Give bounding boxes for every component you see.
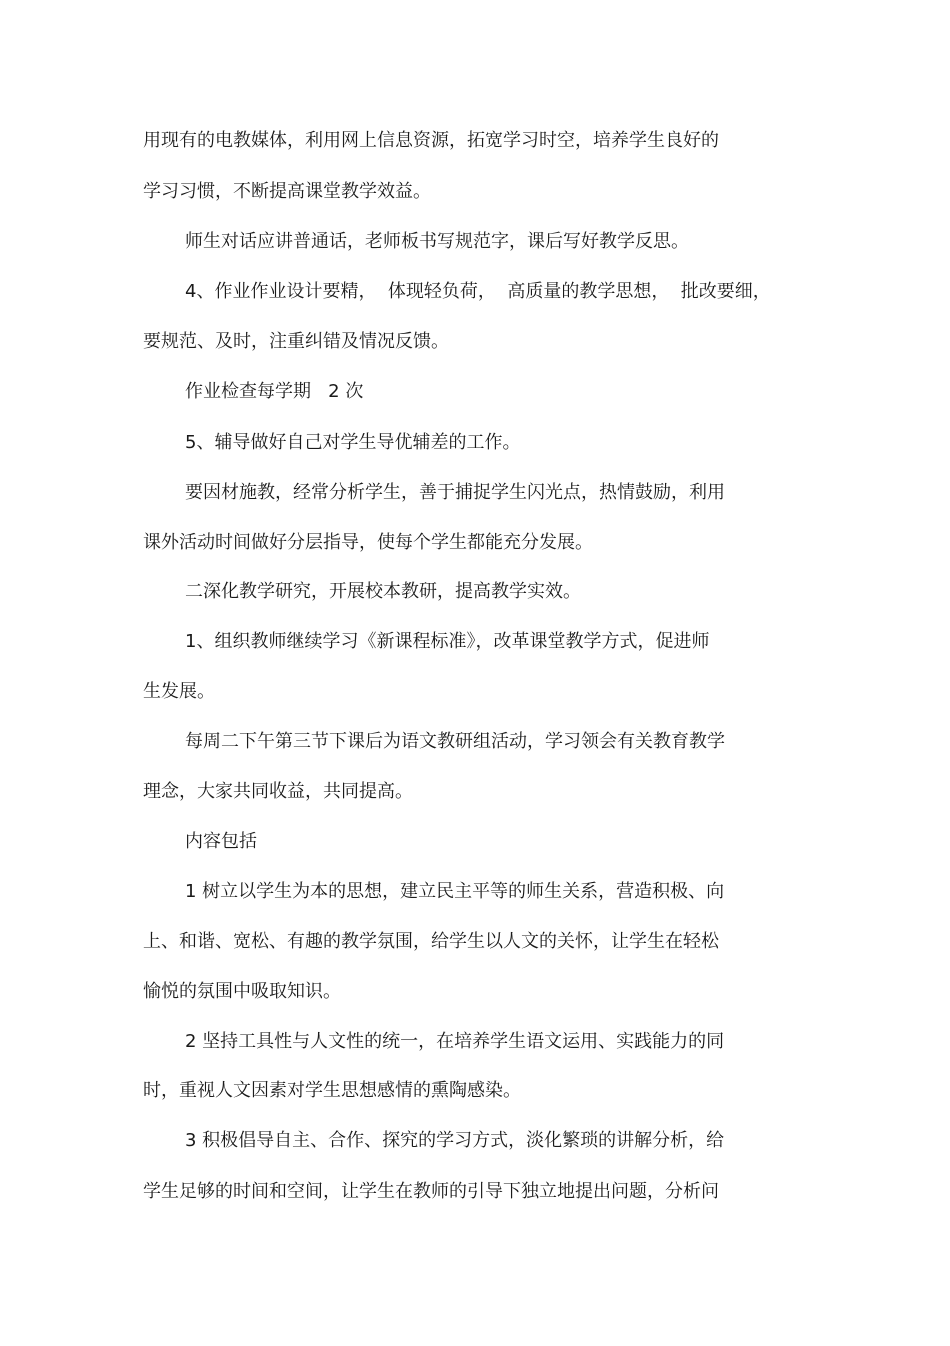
text-line: 要因材施教，经常分析学生，善于捕捉学生闪光点，热情鼓励，利用 [185,482,725,503]
text-line: 4、作业作业设计要精， 体现轻负荷， 高质量的教学思想， 批改要细， [185,281,771,302]
text-line: 师生对话应讲普通话，老师板书写规范字，课后写好教学反思。 [185,231,689,252]
text-line: 课外活动时间做好分层指导，使每个学生都能充分发展。 [143,532,593,553]
text-line: 二深化教学研究，开展校本教研，提高教学实效。 [185,581,581,602]
text-line: 5、辅导做好自己对学生导优辅差的工作。 [185,432,521,453]
text-line: 1、组织教师继续学习《新课程标准》，改革课堂教学方式，促进师 [185,631,710,652]
text-line: 3 积极倡导自主、合作、探究的学习方式，淡化繁琐的讲解分析，给 [185,1130,725,1151]
text-line: 上、和谐、宽松、有趣的教学氛围，给学生以人文的关怀，让学生在轻松 [143,931,719,952]
text-line: 愉悦的氛围中吸取知识。 [143,981,341,1002]
text-line: 2 坚持工具性与人文性的统一，在培养学生语文运用、实践能力的同 [185,1031,725,1052]
text-line: 时，重视人文因素对学生思想感情的熏陶感染。 [143,1080,521,1101]
text-line: 每周二下午第三节下课后为语文教研组活动，学习领会有关教育教学 [185,731,725,752]
text-line: 要规范、及时，注重纠错及情况反馈。 [143,331,449,352]
text-line: 1 树立以学生为本的思想，建立民主平等的师生关系，营造积极、向 [185,881,725,902]
text-line: 学习习惯，不断提高课堂教学效益。 [143,181,431,202]
text-line: 学生足够的时间和空间，让学生在教师的引导下独立地提出问题，分析问 [143,1181,719,1202]
text-line: 作业检查每学期 2 次 [185,381,364,402]
text-line: 用现有的电教媒体，利用网上信息资源，拓宽学习时空，培养学生良好的 [143,130,719,151]
text-line: 理念，大家共同收益，共同提高。 [143,781,413,802]
text-line: 内容包括 [185,831,257,852]
text-line: 生发展。 [143,681,215,702]
